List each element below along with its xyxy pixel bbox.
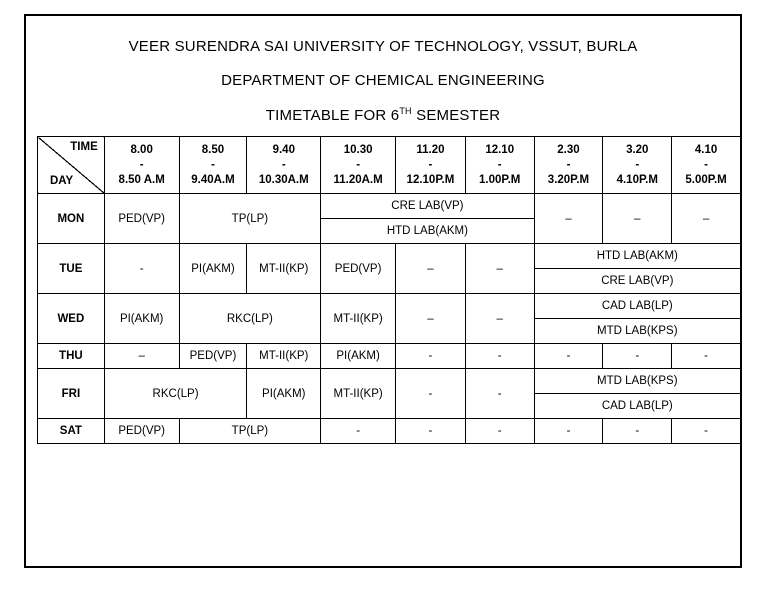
slot-start: 12.10 <box>485 143 515 156</box>
slot-header <box>603 137 672 194</box>
slot-end: 5.00P.M <box>685 173 727 186</box>
timetable-title <box>26 106 740 124</box>
slot-end: 4.10P.M <box>616 173 658 186</box>
cell: PED(VP) <box>104 419 179 444</box>
header-row <box>38 137 741 194</box>
department-title: DEPARTMENT OF CHEMICAL ENGINEERING <box>221 72 545 89</box>
cell: - <box>603 419 672 444</box>
day-tue: TUE <box>38 244 105 294</box>
day-fri: FRI <box>38 369 105 419</box>
slot-start: 2.30 <box>557 143 580 156</box>
cell: - <box>396 369 466 419</box>
time-label: TIME <box>70 141 98 153</box>
row-fri <box>38 369 741 394</box>
lab-cell: HTD LAB(AKM) <box>534 244 740 269</box>
row-wed <box>38 294 741 319</box>
cell: - <box>321 419 396 444</box>
lab-cell: CAD LAB(LP) <box>534 394 740 419</box>
cell: PED(VP) <box>321 244 396 294</box>
row-mon <box>38 194 741 219</box>
slot-header <box>104 137 179 194</box>
slot-sep: - <box>428 158 433 171</box>
day-sat: SAT <box>38 419 105 444</box>
slot-header <box>534 137 603 194</box>
cell: - <box>104 244 179 294</box>
lab-cell: CRE LAB(VP) <box>534 269 740 294</box>
slot-end: 8.50 A.M <box>118 173 165 186</box>
cell: – <box>396 294 466 344</box>
cell: RKC(LP) <box>179 294 321 344</box>
slot-start: 3.20 <box>626 143 649 156</box>
slot-start: 11.20 <box>416 143 445 156</box>
day-wed: WED <box>38 294 105 344</box>
slot-start: 8.00 <box>130 143 153 156</box>
day-mon: MON <box>38 194 105 244</box>
cell: - <box>603 344 672 369</box>
cell: – <box>465 244 534 294</box>
slot-end: 3.20P.M <box>547 173 590 186</box>
slot-header <box>321 137 396 194</box>
slot-sep: - <box>635 158 640 171</box>
slot-header <box>672 137 741 194</box>
lab-cell: CAD LAB(LP) <box>534 294 740 319</box>
day-label: DAY <box>50 175 74 187</box>
cell: – <box>672 194 741 244</box>
cell: - <box>465 369 534 419</box>
university-title: VEER SURENDRA SAI UNIVERSITY OF TECHNOLOGY, VSSUT, BURLA <box>128 38 638 55</box>
slot-header <box>247 137 321 194</box>
slot-start: 10.30 <box>343 143 373 156</box>
slot-end: 1.00P.M <box>479 173 521 186</box>
cell: MT-II(KP) <box>247 244 321 294</box>
cell: PI(AKM) <box>247 369 321 419</box>
cell: MT-II(KP) <box>247 344 321 369</box>
cell: – <box>465 294 534 344</box>
cell: RKC(LP) <box>104 369 247 419</box>
cell: – <box>396 244 466 294</box>
slot-end: 11.20A.M <box>333 173 383 186</box>
slot-sep: - <box>139 158 144 171</box>
cell: TP(LP) <box>179 194 321 244</box>
cell: – <box>534 194 603 244</box>
lab-cell: MTD LAB(KPS) <box>534 319 740 344</box>
cell: PI(AKM) <box>179 244 247 294</box>
cell: - <box>396 344 466 369</box>
slot-header <box>396 137 466 194</box>
cell: - <box>534 344 603 369</box>
slot-sep: - <box>211 158 215 171</box>
cell: PI(AKM) <box>104 294 179 344</box>
cell: PED(VP) <box>104 194 179 244</box>
cell: MT-II(KP) <box>321 294 396 344</box>
day-thu: THU <box>38 344 105 369</box>
slot-sep: - <box>704 158 708 171</box>
slot-header <box>465 137 534 194</box>
cell: TP(LP) <box>179 419 321 444</box>
cell: – <box>104 344 179 369</box>
row-tue <box>38 244 741 269</box>
cell: - <box>672 344 741 369</box>
cell: – <box>603 194 672 244</box>
lab-cell: HTD LAB(AKM) <box>321 219 534 244</box>
slot-sep: - <box>566 158 571 171</box>
slot-start: 4.10 <box>694 143 718 156</box>
cell: MT-II(KP) <box>321 369 396 419</box>
slot-sep: - <box>281 158 286 171</box>
cell: PED(VP) <box>179 344 247 369</box>
slot-end: 12.10P.M <box>406 173 455 186</box>
slot-start: 9.40 <box>272 143 295 156</box>
lab-cell: MTD LAB(KPS) <box>534 369 740 394</box>
cell: - <box>534 419 603 444</box>
slot-sep: - <box>356 158 361 171</box>
timetable-table <box>37 136 741 444</box>
cell: - <box>465 344 534 369</box>
timetable-frame <box>24 14 742 568</box>
cell: - <box>465 419 534 444</box>
cell: PI(AKM) <box>321 344 396 369</box>
slot-end: 10.30A.M <box>258 173 309 186</box>
title-suffix: SEMESTER <box>411 107 501 124</box>
slot-sep: - <box>497 158 502 171</box>
slot-header <box>179 137 247 194</box>
cell: - <box>396 419 466 444</box>
slot-start: 8.50 <box>201 143 225 156</box>
title-prefix: TIMETABLE FOR 6 <box>265 107 400 124</box>
cell: - <box>672 419 741 444</box>
time-day-corner <box>38 137 105 194</box>
title-superscript: TH <box>399 106 412 116</box>
slot-end: 9.40A.M <box>191 173 235 186</box>
lab-cell: CRE LAB(VP) <box>321 194 534 219</box>
